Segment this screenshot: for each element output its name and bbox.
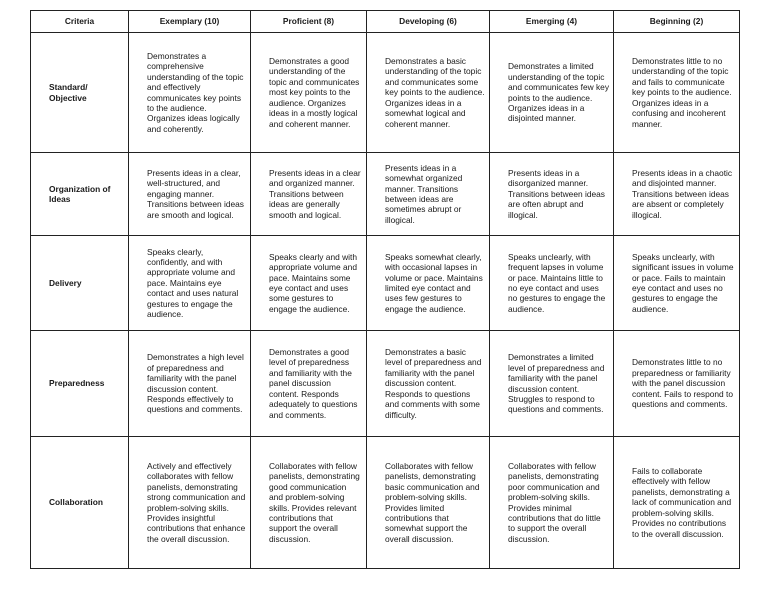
proficient-cell: Speaks clearly and with appropriate volume and pace. Maintains some eye contact and uses some gestures to engage the audience. (251, 236, 367, 331)
proficient-cell: Collaborates with fellow panelists, demonstrating good communication and problem-solving skills. Provides relevant contributions that support the overall discussion. (251, 437, 367, 569)
beginning-cell: Presents ideas in a chaotic and disjointed manner. Transitions between ideas are absent or completely illogical. (614, 153, 740, 236)
beginning-cell: Demonstrates little to no understanding of the topic and fails to communicate key points to the audience. Organizes ideas in a confusing and incoherent manner. (614, 33, 740, 153)
developing-cell: Demonstrates a basic level of preparedness and familiarity with the panel discussion content. Responds to questions and comments with some difficulty. (367, 331, 490, 437)
proficient-cell: Demonstrates a good level of preparedness and familiarity with the panel discussion content. Responds adequately to questions and comments. (251, 331, 367, 437)
emerging-cell: Demonstrates a limited level of preparedness and familiarity with the panel discussion content. Struggles to respond to questions and comments. (490, 331, 614, 437)
developing-cell: Demonstrates a basic understanding of the topic and communicates some key points to the audience. Organizes ideas in a somewhat logical and coherent manner. (367, 33, 490, 153)
criterion-cell: Organization of Ideas (31, 153, 129, 236)
exemplary-cell: Demonstrates a comprehensive understanding of the topic and effectively communicates key points to the audience. Organizes ideas logically and coherently. (129, 33, 251, 153)
header-beginning: Beginning (2) (614, 11, 740, 33)
header-exemplary: Exemplary (10) (129, 11, 251, 33)
table-row (31, 331, 740, 437)
table-row (31, 236, 740, 331)
criterion-cell: Delivery (31, 236, 129, 331)
developing-cell: Speaks somewhat clearly, with occasional lapses in volume or pace. Maintains limited eye contact and uses few gestures to engage the audience. (367, 236, 490, 331)
emerging-cell: Collaborates with fellow panelists, demonstrating poor communication and problem-solving skills. Provides minimal contributions that do little to support the overall discussion. (490, 437, 614, 569)
header-criteria: Criteria (31, 11, 129, 33)
header-developing: Developing (6) (367, 11, 490, 33)
proficient-cell: Demonstrates a good understanding of the topic and communicates most key points to the audience. Organizes ideas in a mostly logical and coherent manner. (251, 33, 367, 153)
emerging-cell: Presents ideas in a disorganized manner. Transitions between ideas are often abrupt and illogical. (490, 153, 614, 236)
emerging-cell: Speaks unclearly, with frequent lapses in volume or pace. Maintains little to no eye contact and uses no gestures to engage the audience. (490, 236, 614, 331)
table-row (31, 153, 740, 236)
proficient-cell: Presents ideas in a clear and organized manner. Transitions between ideas are generally smooth and logical. (251, 153, 367, 236)
beginning-cell: Fails to collaborate effectively with fellow panelists, demonstrating a lack of communication and problem-solving skills. Provides no contributions to the overall discussion. (614, 437, 740, 569)
exemplary-cell: Demonstrates a high level of preparedness and familiarity with the panel discussion content. Responds effectively to questions and comments. (129, 331, 251, 437)
exemplary-cell: Presents ideas in a clear, well-structured, and engaging manner. Transitions between ideas are smooth and logical. (129, 153, 251, 236)
exemplary-cell: Actively and effectively collaborates with fellow panelists, demonstrating strong communication and problem-solving skills. Provides insightful contributions that enhance the overall discussion. (129, 437, 251, 569)
beginning-cell: Demonstrates little to no preparedness or familiarity with the panel discussion content. Fails to respond to questions and comments. (614, 331, 740, 437)
table-row (31, 437, 740, 569)
developing-cell: Presents ideas in a somewhat organized manner. Transitions between ideas are sometimes abrupt or illogical. (367, 153, 490, 236)
header-emerging: Emerging (4) (490, 11, 614, 33)
emerging-cell: Demonstrates a limited understanding of the topic and communicates few key points to the audience. Organizes ideas in a disjointed manner. (490, 33, 614, 153)
criterion-cell: Preparedness (31, 331, 129, 437)
header-row (31, 11, 740, 33)
exemplary-cell: Speaks clearly, confidently, and with appropriate volume and pace. Maintains eye contact and uses natural gestures to engage the audience. (129, 236, 251, 331)
rubric-table (30, 10, 740, 569)
criterion-cell: Collaboration (31, 437, 129, 569)
criterion-cell: Standard/ Objective (31, 33, 129, 153)
table-row (31, 33, 740, 153)
developing-cell: Collaborates with fellow panelists, demonstrating basic communication and problem-solving skills. Provides limited contributions that somewhat support the overall discussion. (367, 437, 490, 569)
beginning-cell: Speaks unclearly, with significant issues in volume or pace. Fails to maintain eye contact and uses no gestures to engage the audience. (614, 236, 740, 331)
header-proficient: Proficient (8) (251, 11, 367, 33)
